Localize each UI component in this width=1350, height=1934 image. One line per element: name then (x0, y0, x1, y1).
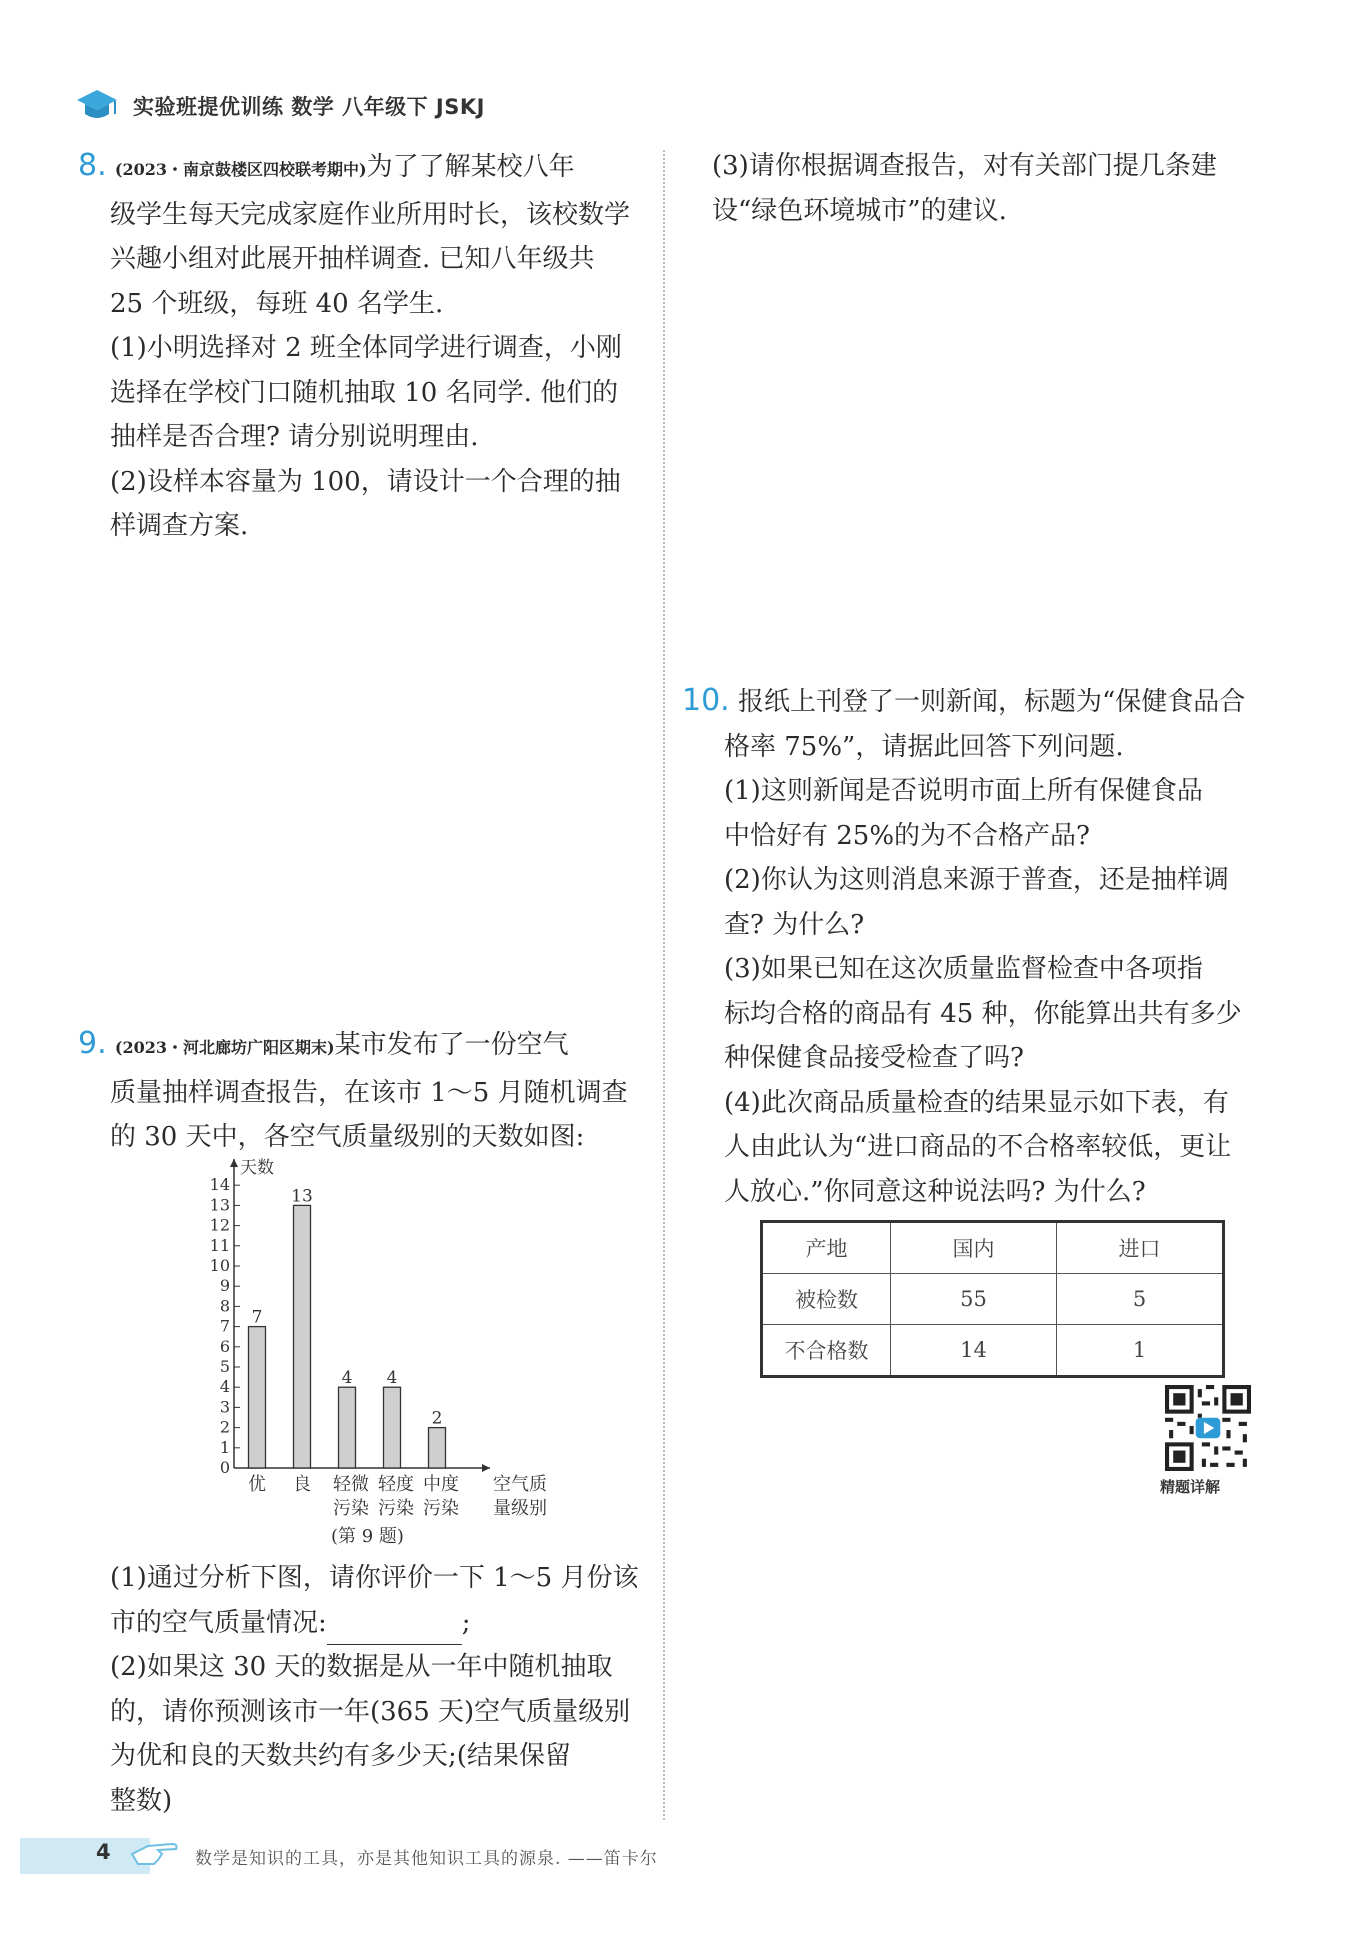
figure-caption: (第 9 题) (331, 1526, 404, 1547)
q10-line: 中恰好有 25%的为不合格产品? (724, 820, 1090, 851)
y-tick-label: 7 (219, 1316, 230, 1336)
x-tick-label: 优 (248, 1474, 266, 1495)
question-number: 9. (78, 1026, 107, 1061)
question-source: (2023・河北廊坊广阳区期末) (114, 1038, 335, 1057)
q10-first-line (682, 679, 1322, 725)
y-tick-label: 6 (219, 1336, 230, 1356)
q9-line: 的 30 天中，各空气质量级别的天数如图: (110, 1122, 585, 1152)
table-cell: 1 (1057, 1325, 1224, 1377)
q9-first-line (78, 1022, 658, 1071)
y-tick-label: 2 (219, 1417, 230, 1437)
inspection-table (760, 1220, 1225, 1378)
q10-line: 人由此认为“进口商品的不合格率较低，更让 (724, 1132, 1232, 1162)
q8-line: 选择在学校门口随机抽取 10 名同学. 他们的 (110, 377, 619, 408)
y-tick-label: 0 (219, 1458, 230, 1477)
page-number: 4 (96, 1840, 111, 1864)
table-header-row (762, 1222, 1224, 1274)
column-divider (663, 150, 665, 1820)
q10-line: 报纸上刊登了一则新闻，标题为“保健食品合 (737, 687, 1246, 717)
q8-line: (2)设样本容量为 100，请设计一个合理的抽 (110, 466, 621, 497)
bar-data-label: 4 (386, 1368, 398, 1389)
bar (294, 1205, 311, 1468)
q10-line: 格率 75%”，请据此回答下列问题. (724, 731, 1124, 762)
y-tick-label: 12 (209, 1215, 230, 1235)
x-axis-label: 空气质 (493, 1474, 547, 1495)
question-number: 10. (682, 683, 730, 718)
q9-part-text: 市的空气质量情况: (110, 1607, 327, 1638)
q10-line: 种保健食品接受检查了吗? (724, 1043, 1024, 1073)
x-tick-label: 轻微 (333, 1474, 369, 1495)
q9-part-line: 整数) (110, 1785, 173, 1816)
bar-data-label: 7 (251, 1307, 263, 1328)
q10-line: 查? 为什么? (724, 909, 865, 940)
y-tick-label: 14 (209, 1175, 230, 1195)
q8-line: 样调查方案. (110, 511, 249, 541)
q9-line: 某市发布了一份空气 (334, 1030, 569, 1060)
q9-part3-line: (3)请你根据调查报告，对有关部门提几条建 (712, 151, 1217, 181)
bar (384, 1387, 401, 1468)
qr-code-icon[interactable] (1165, 1385, 1251, 1471)
question-9 (78, 1022, 658, 1160)
table-cell: 被检数 (762, 1274, 891, 1325)
x-axis-arrow (482, 1464, 490, 1472)
q9-blank-suffix: ; (461, 1607, 471, 1638)
question-9-part-3 (712, 144, 1312, 233)
x-tick-label: 污染 (333, 1498, 369, 1519)
q8-line: 25 个班级，每班 40 名学生. (110, 288, 444, 319)
book-title: 实验班提优训练 数学 八年级下 JSKJ (133, 95, 485, 119)
q8-line: (1)小明选择对 2 班全体同学进行调查，小刚 (110, 333, 622, 363)
table-cell: 5 (1057, 1274, 1224, 1325)
bar-data-label: 2 (431, 1408, 443, 1429)
q10-line: (2)你认为这则消息来源于普查，还是抽样调 (724, 865, 1229, 895)
table-cell: 14 (891, 1325, 1057, 1377)
air-quality-bar-chart (190, 1150, 570, 1520)
y-tick-label: 10 (209, 1256, 230, 1275)
q9-part-line (78, 1601, 658, 1646)
y-tick-label: 11 (209, 1235, 230, 1255)
q10-line: 标均合格的商品有 45 种，你能算出共有多少 (724, 998, 1242, 1029)
graduation-cap-icon (75, 88, 119, 124)
qr-label: 精题详解 (1160, 1478, 1221, 1496)
q10-line: (1)这则新闻是否说明市面上所有保健食品 (724, 776, 1203, 806)
table-cell: 55 (891, 1274, 1057, 1325)
y-tick-label: 5 (219, 1357, 230, 1376)
table-row (762, 1274, 1224, 1325)
bar (429, 1428, 446, 1468)
y-tick-label: 4 (219, 1377, 230, 1397)
x-tick-label: 污染 (378, 1498, 414, 1519)
y-axis-arrow (230, 1159, 238, 1167)
bar-data-label: 13 (291, 1186, 313, 1207)
table-header-cell: 产地 (762, 1222, 891, 1274)
question-source: (2023・南京鼓楼区四校联考期中) (114, 160, 367, 179)
q10-line: (4)此次商品质量检查的结果显示如下表，有 (724, 1087, 1229, 1118)
x-axis-label: 量级别 (493, 1498, 547, 1519)
table-header-cell: 进口 (1057, 1222, 1224, 1274)
q10-line: 人放心.”你同意这种说法吗? 为什么? (724, 1176, 1146, 1207)
question-8 (78, 144, 658, 549)
question-9-parts (78, 1556, 658, 1823)
y-tick-label: 8 (219, 1296, 230, 1316)
q9-part-line: (1)通过分析下图，请你评价一下 1～5 月份该 (110, 1563, 639, 1593)
q9-part-line: (2)如果这 30 天的数据是从一年中随机抽取 (110, 1652, 613, 1682)
q8-first-line (78, 144, 658, 193)
y-tick-label: 13 (209, 1195, 230, 1215)
x-tick-label: 轻度 (378, 1474, 414, 1495)
table-row (762, 1325, 1224, 1377)
q8-line: 抽样是否合理? 请分别说明理由. (110, 422, 479, 452)
x-tick-label: 污染 (423, 1498, 459, 1519)
x-tick-label: 良 (293, 1474, 311, 1495)
pointing-hand-icon (128, 1832, 184, 1872)
q8-line: 兴趣小组对此展开抽样调查. 已知八年级共 (110, 244, 595, 274)
question-10 (682, 679, 1322, 1214)
q9-line: 质量抽样调查报告，在该市 1～5 月随机调查 (110, 1077, 628, 1108)
q8-line: 级学生每天完成家庭作业所用时长，该校数学 (110, 199, 631, 230)
y-tick-label: 9 (219, 1276, 230, 1296)
table-header-cell: 国内 (891, 1222, 1057, 1274)
y-tick-label: 3 (219, 1397, 230, 1417)
q9-part3-line: 设“绿色环境城市”的建议. (712, 195, 1007, 226)
table-cell: 不合格数 (762, 1325, 891, 1377)
q9-part-line: 为优和良的天数共约有多少天;(结果保留 (110, 1741, 571, 1771)
x-tick-label: 中度 (423, 1474, 459, 1495)
q9-part-line: 的，请你预测该市一年(365 天)空气质量级别 (110, 1696, 631, 1727)
q10-line: (3)如果已知在这次质量监督检查中各项指 (724, 954, 1203, 984)
y-axis-label: 天数 (240, 1157, 274, 1178)
bar (339, 1387, 356, 1468)
footer-quote: 数学是知识的工具，亦是其他知识工具的源泉. ——笛卡尔 (195, 1849, 658, 1869)
answer-blank[interactable] (327, 1614, 462, 1645)
y-tick-label: 1 (219, 1437, 230, 1457)
page-header (75, 86, 485, 126)
q8-line: 为了了解某校八年 (366, 152, 575, 182)
question-number: 8. (78, 148, 107, 183)
bar-data-label: 4 (341, 1368, 353, 1389)
bar (249, 1327, 266, 1468)
